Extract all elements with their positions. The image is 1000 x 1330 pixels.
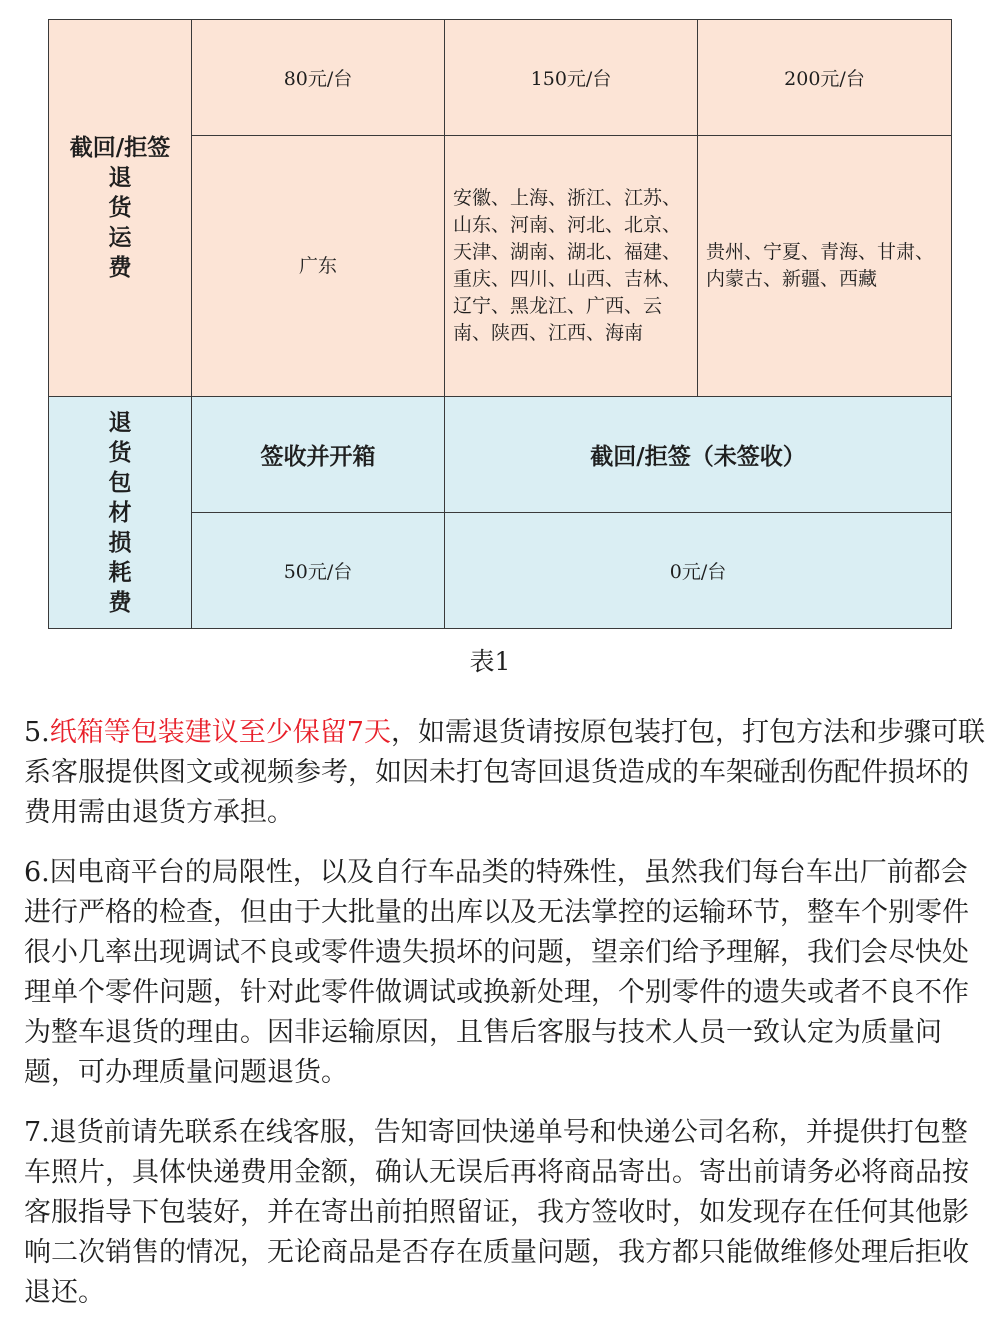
return-fee-table (48, 19, 952, 629)
paragraph-7: 7.退货前请先联系在线客服，告知寄回快递单号和快递公司名称，并提供打包整车照片，具体快递费用金额，确认无误后再将商品寄出。寄出前请务必将商品按客服指导下包装好，并在寄出前拍照留证，我方签收时，如发现存在任何其他影响二次销售的情况，无论商品是否存在质量问题，我方都只能做维修处理后拒收退还。 (24, 1117, 969, 1308)
paragraph-5-highlight: 纸箱等包装建议至少保留7天 (49, 717, 391, 748)
price-tier-1: 80元/台 (192, 20, 445, 136)
paragraph-5 (24, 713, 986, 833)
shipping-fee-row-header (49, 20, 192, 397)
packaging-header-rejected: 截回/拒签（未签收） (445, 397, 952, 513)
packaging-label-line: 材 (108, 498, 132, 526)
region-list-1: 广东 (298, 254, 337, 277)
region-cell-3 (698, 136, 952, 397)
paragraph-6: 6.因电商平台的局限性，以及自行车品类的特殊性，虽然我们每台车出厂前都会进行严格的检查，但由于大批量的出库以及无法掌控的运输环节，整车个别零件很小几率出现调试不良或零件遗失损坏的问题，望亲们给予理解，我们会尽快处理单个零件问题，针对此零件做调试或换新处理，个别零件的遗失或者不良不作为整车退货的理由。因非运输原因，且售后客服与技术人员一致认定为质量问题，可办理质量问题退货。 (24, 857, 969, 1088)
shipping-label-line: 运 (108, 224, 132, 251)
packaging-fee-row-header (49, 397, 192, 629)
shipping-label-line: 货 (108, 194, 132, 221)
packaging-label-line: 包 (108, 468, 132, 496)
packaging-label-line: 费 (108, 588, 132, 616)
shipping-label-line: 费 (108, 254, 132, 281)
price-tier-3: 200元/台 (698, 20, 952, 136)
packaging-fee-signed: 50元/台 (192, 513, 445, 629)
shipping-label-line: 截回/拒签 (69, 134, 171, 161)
packaging-label-line: 损 (108, 528, 132, 556)
price-tier-2: 150元/台 (445, 20, 698, 136)
packaging-fee-rejected: 0元/台 (445, 513, 952, 629)
region-list-2: 安徽、上海、浙江、江苏、山东、河南、河北、北京、天津、湖南、湖北、福建、重庆、四川、山西、吉林、辽宁、黑龙江、广西、云南、陕西、江西、海南 (453, 187, 682, 344)
packaging-label-line: 货 (108, 438, 132, 466)
paragraph-5-text: ，如需退货请按原包装打包，打包方法和步骤可联系客服提供图文或视频参考，如因未打包寄回退货造成的车架碰刮伤配件损坏的费用需由退货方承担。 (24, 717, 985, 828)
region-list-3: 贵州、宁夏、青海、甘肃、内蒙古、新疆、西藏 (706, 241, 935, 290)
packaging-label-line: 耗 (108, 558, 132, 586)
paragraph-5-number: 5. (24, 717, 50, 748)
region-cell-1 (192, 136, 445, 397)
table-caption: 表1 (469, 647, 511, 676)
packaging-header-signed: 签收并开箱 (192, 397, 445, 513)
region-cell-2 (445, 136, 698, 397)
packaging-label-line: 退 (108, 408, 132, 436)
shipping-label-line: 退 (108, 164, 132, 191)
